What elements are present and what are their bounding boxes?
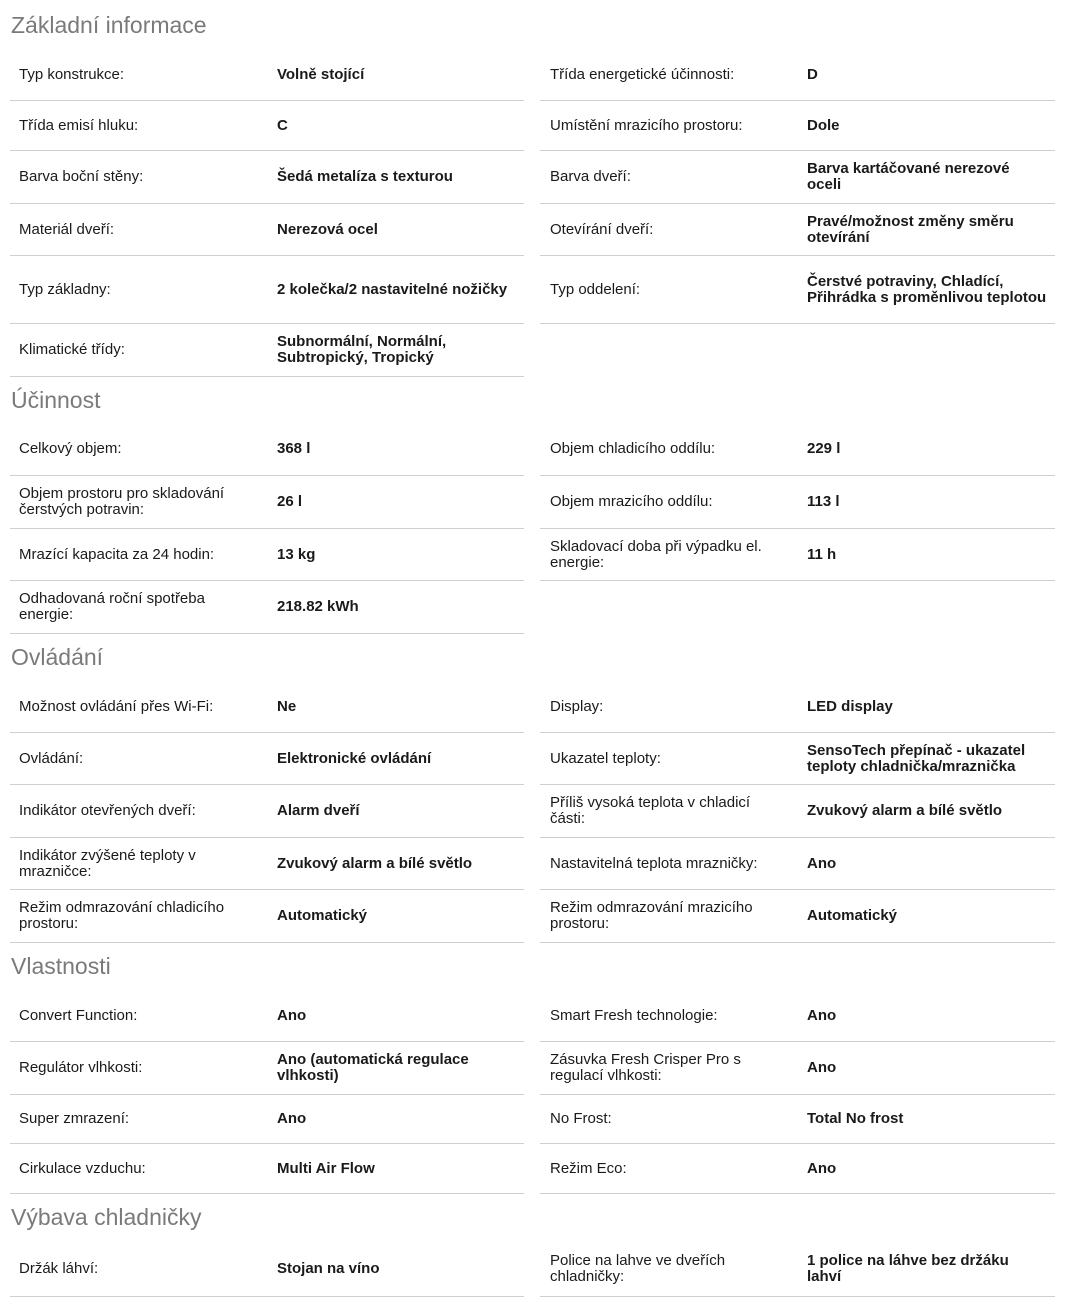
spec-label: Režim Eco: bbox=[550, 1160, 627, 1177]
spec-row bbox=[540, 733, 1055, 785]
spec-label: Umístění mrazicího prostoru: bbox=[550, 117, 743, 134]
spec-row bbox=[540, 101, 1055, 151]
spec-label: Barva boční stěny: bbox=[19, 168, 144, 185]
spec-value: Stojan na víno bbox=[277, 1260, 380, 1277]
spec-label: Cirkulace vzduchu: bbox=[19, 1160, 146, 1177]
spec-label: Otevírání dveří: bbox=[550, 221, 654, 238]
spec-value: Ne bbox=[277, 698, 297, 715]
spec-value: Volně stojící bbox=[277, 66, 365, 83]
spec-value: Zvukový alarm a bílé světlo bbox=[277, 855, 473, 872]
spec-label: No Frost: bbox=[550, 1110, 612, 1127]
spec-value: Dole bbox=[807, 117, 840, 134]
spec-value: D bbox=[807, 66, 818, 83]
spec-row bbox=[10, 990, 524, 1042]
spec-label: Barva dveří: bbox=[550, 168, 631, 185]
spec-label: Typ oddelení: bbox=[550, 281, 641, 298]
section-title: Výbava chladničky bbox=[11, 1204, 202, 1230]
spec-value: Elektronické ovládání bbox=[277, 750, 432, 767]
spec-value: Alarm dveří bbox=[277, 802, 360, 819]
spec-label: Indikátor otevřených dveří: bbox=[19, 802, 196, 819]
spec-value: Ano bbox=[807, 855, 837, 872]
spec-value: Pravé/možnost změny směru otevírání bbox=[807, 213, 1014, 246]
spec-row bbox=[540, 1144, 1055, 1194]
spec-row bbox=[10, 49, 524, 101]
spec-value: 368 l bbox=[277, 440, 311, 457]
spec-value: 113 l bbox=[807, 493, 840, 510]
spec-value: Zvukový alarm a bílé světlo bbox=[807, 802, 1003, 819]
spec-row bbox=[10, 838, 524, 890]
spec-row bbox=[540, 1241, 1055, 1297]
spec-label: Možnost ovládání přes Wi-Fi: bbox=[19, 698, 214, 715]
spec-label: Klimatické třídy: bbox=[19, 341, 125, 358]
spec-value: SensoTech přepínač - ukazatel teploty chladnička/mraznička bbox=[807, 742, 1026, 775]
spec-label: Materiál dveří: bbox=[19, 221, 115, 238]
spec-row bbox=[10, 1042, 524, 1095]
spec-row bbox=[10, 733, 524, 785]
spec-value: Čerstvé potraviny, Chladící, Přihrádka s proměnlivou teplotou bbox=[807, 273, 1047, 306]
spec-row bbox=[540, 838, 1055, 890]
spec-label: Nastavitelná teplota mrazničky: bbox=[550, 855, 758, 872]
spec-label: Objem prostoru pro skladování čerstvých potravin: bbox=[19, 485, 225, 518]
spec-label: Režim odmrazování mrazicího prostoru: bbox=[550, 899, 753, 932]
spec-value: C bbox=[277, 117, 288, 134]
spec-label: Třída emisí hluku: bbox=[19, 117, 139, 134]
spec-value: LED display bbox=[807, 698, 893, 715]
spec-row bbox=[540, 990, 1055, 1042]
spec-value: Ano bbox=[277, 1007, 307, 1024]
section-title: Základní informace bbox=[11, 12, 207, 38]
spec-row bbox=[10, 1241, 524, 1297]
spec-row bbox=[540, 890, 1055, 943]
spec-value: Ano bbox=[807, 1007, 837, 1024]
spec-value: Subnormální, Normální, Subtropický, Tropický bbox=[277, 333, 447, 366]
spec-row bbox=[540, 256, 1055, 324]
spec-label: Držák láhví: bbox=[19, 1260, 99, 1277]
spec-value: Barva kartáčované nerezové oceli bbox=[807, 160, 1010, 193]
spec-label: Typ základny: bbox=[19, 281, 111, 298]
spec-label: Super zmrazení: bbox=[19, 1110, 130, 1127]
spec-label: Třída energetické účinnosti: bbox=[550, 66, 735, 83]
spec-row bbox=[10, 890, 524, 943]
spec-value: Ano bbox=[807, 1059, 837, 1076]
spec-value: Ano bbox=[277, 1110, 307, 1127]
spec-label: Regulátor vlhkosti: bbox=[19, 1059, 143, 1076]
spec-row bbox=[10, 256, 524, 324]
spec-row bbox=[10, 151, 524, 204]
section-title: Ovládání bbox=[11, 644, 104, 670]
spec-row bbox=[540, 529, 1055, 581]
spec-label: Režim odmrazování chladicího prostoru: bbox=[19, 899, 225, 932]
spec-value: 1 police na láhve bez držáku lahví bbox=[807, 1252, 1009, 1285]
spec-row bbox=[540, 151, 1055, 204]
spec-row bbox=[540, 423, 1055, 476]
spec-value: 26 l bbox=[277, 493, 303, 510]
spec-label: Smart Fresh technologie: bbox=[550, 1007, 718, 1024]
spec-row bbox=[10, 476, 524, 529]
spec-label: Typ konstrukce: bbox=[19, 66, 125, 83]
spec-value: Ano (automatická regulace vlhkosti) bbox=[277, 1051, 469, 1084]
spec-row bbox=[10, 785, 524, 838]
spec-row bbox=[540, 1095, 1055, 1144]
spec-row bbox=[540, 1042, 1055, 1095]
spec-row bbox=[540, 785, 1055, 838]
spec-label: Příliš vysoká teplota v chladicí části: bbox=[550, 794, 751, 827]
spec-label: Zásuvka Fresh Crisper Pro s regulací vlhkosti: bbox=[550, 1051, 741, 1084]
spec-value: 218.82 kWh bbox=[277, 598, 359, 615]
spec-row bbox=[10, 529, 524, 581]
spec-row bbox=[10, 423, 524, 476]
spec-label: Ovládání: bbox=[19, 750, 84, 767]
spec-value: Automatický bbox=[277, 907, 368, 924]
spec-value: Šedá metalíza s texturou bbox=[277, 168, 453, 185]
spec-label: Odhadovaná roční spotřeba energie: bbox=[19, 590, 205, 623]
spec-label: Objem chladicího oddílu: bbox=[550, 440, 716, 457]
spec-label: Ukazatel teploty: bbox=[550, 750, 661, 767]
spec-row bbox=[10, 204, 524, 256]
spec-value: 13 kg bbox=[277, 546, 316, 563]
spec-value: Nerezová ocel bbox=[277, 221, 378, 238]
spec-row bbox=[540, 476, 1055, 529]
section-title: Vlastnosti bbox=[11, 953, 111, 979]
spec-value: 2 kolečka/2 nastavitelné nožičky bbox=[277, 281, 508, 298]
section-title: Účinnost bbox=[11, 387, 101, 413]
spec-row bbox=[540, 49, 1055, 101]
spec-row bbox=[10, 681, 524, 733]
spec-value: 11 h bbox=[807, 546, 837, 563]
spec-value: Multi Air Flow bbox=[277, 1160, 375, 1177]
spec-row bbox=[540, 681, 1055, 733]
spec-row bbox=[10, 1144, 524, 1194]
spec-value: Automatický bbox=[807, 907, 898, 924]
spec-label: Indikátor zvýšené teploty v mrazničce: bbox=[19, 847, 196, 880]
spec-row bbox=[540, 204, 1055, 256]
spec-row bbox=[10, 101, 524, 151]
spec-value: Ano bbox=[807, 1160, 837, 1177]
spec-label: Skladovací doba při výpadku el. energie: bbox=[550, 538, 762, 571]
spec-label: Police na lahve ve dveřích chladničky: bbox=[550, 1252, 726, 1285]
spec-label: Mrazící kapacita za 24 hodin: bbox=[19, 546, 215, 563]
spec-value: Total No frost bbox=[807, 1110, 904, 1127]
spec-label: Celkový objem: bbox=[19, 440, 122, 457]
spec-label: Objem mrazicího oddílu: bbox=[550, 493, 713, 510]
spec-label: Display: bbox=[550, 698, 604, 715]
spec-row bbox=[10, 1095, 524, 1144]
spec-value: 229 l bbox=[807, 440, 841, 457]
spec-row bbox=[10, 324, 524, 377]
spec-row bbox=[10, 581, 524, 634]
spec-label: Convert Function: bbox=[19, 1007, 138, 1024]
